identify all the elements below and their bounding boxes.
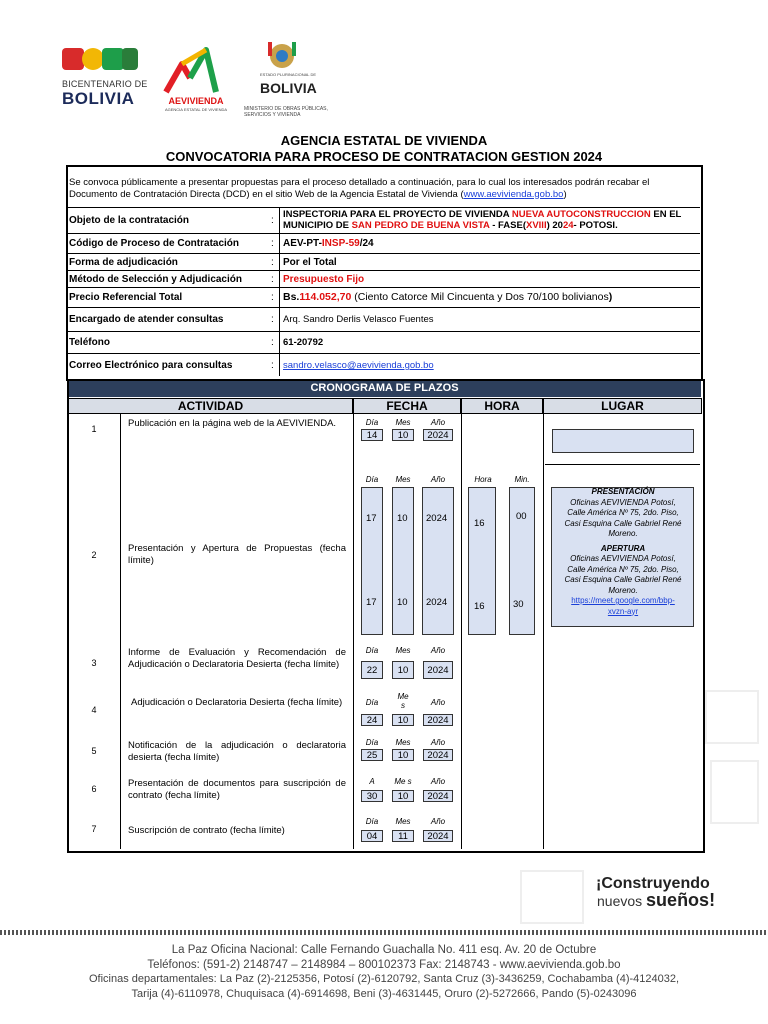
intro-text: Se convoca públicamente a presentar propuestas para el proceso detallado a continuación, para lo cual los interesados podrán recabar el Documento de Contratación Directa (DCD) en el sitio Web de la Agencia Estatal de Vivienda (www.aevivienda.gob.bo) [69,177,650,200]
codigo-label: Código de Proceso de Contratación [69,238,240,249]
pres-minute: 00 [516,511,527,522]
metodo-label: Método de Selección y Adjudicación [69,274,242,285]
decor-pattern [705,690,759,744]
month-column-box [392,487,414,635]
logo-square-green [102,48,124,70]
metodo-row [67,271,700,288]
encargado-label: Encargado de atender consultas [69,314,224,325]
date-month: 10 [392,429,414,441]
activity-text: Publicación en la página web de la AEVIVIENDA. [128,418,337,429]
label-dia: Día [365,646,379,655]
col-line [543,414,544,849]
aev-mark-icon [160,44,232,96]
label-hora: Hora [474,475,492,484]
footer-line2: Teléfonos: (591-2) 2148747 – 2148984 – 800102373 Fax: 2148743 - www.aevivienda.gob.bo [147,959,621,971]
date-day: 22 [361,661,383,679]
slogan-line2: nuevos sueños! [597,890,716,910]
telefono-label: Teléfono [69,337,110,348]
agency-title: AGENCIA ESTATAL DE VIVIENDA [280,133,488,148]
colon: : [271,238,274,249]
colon: : [271,274,274,285]
bicentenario-text: BICENTENARIO DE [62,79,148,89]
presentacion-title: PRESENTACIÓN [591,487,655,496]
date-day: 25 [361,749,383,761]
apertura-title: APERTURA [600,543,646,553]
objeto-label: Objeto de la contratación [69,215,190,226]
apert-minute: 30 [513,599,524,610]
precio-value: Bs.114.052,70 (Ciento Catorce Mil Cincuenta y Dos 70/100 bolivianos) [283,291,613,303]
col-line [353,414,354,849]
label-mes: Me s [394,777,412,786]
date-day: 04 [361,830,383,842]
apert-month: 10 [397,597,408,608]
correo-row [67,354,700,376]
cronograma-title: CRONOGRAMA DE PLAZOS [68,379,701,397]
col-lugar: LUGAR [543,398,702,414]
date-year: 2024 [423,661,453,679]
aevivienda-logo [160,44,232,119]
telefono-value: 61-20792 [283,337,324,348]
colon: : [271,292,274,303]
label-mes: Mes [395,418,411,427]
col-line [120,414,121,849]
ministerio-logo [242,36,342,122]
label-dia: Día [365,698,379,707]
colon: : [271,314,274,325]
date-year: 2024 [423,714,453,726]
row-number: 5 [91,746,97,756]
date-month: 11 [392,830,414,842]
minute-column-box [509,487,535,635]
lugar-info: PRESENTACIÓN Oficinas AEVIVIENDA Potosí, Calle América Nº 75, 2do. Piso, Casi Esquina Calle Gabriel René Moreno. APERTURA Oficinas AEVIVIENDA Potosí, Calle América Nº 75, 2do. Piso, Casi Esquina Calle Gabriel René Moreno. https://meet.google.com/bbp- xvzn-ayr [564,487,682,616]
apert-day: 17 [366,597,377,608]
ministerio-state-text: ESTADO PLURINACIONAL DE [260,72,317,77]
row-number: 4 [91,705,97,715]
col-fecha: FECHA [353,398,461,414]
label-dia: Día [365,817,379,826]
intro-row [67,167,700,208]
forma-value: Por el Total [283,257,337,268]
slogan-line1: ¡Construyendo [596,875,710,892]
date-day: 24 [361,714,383,726]
col-line [461,414,462,849]
aev-subtitle: AGENCIA ESTATAL DE VIVIENDA [164,107,228,112]
footer-stripe [0,930,768,935]
pres-year: 2024 [426,513,448,524]
col-actividad: ACTIVIDAD [68,398,353,414]
label-mes: Me s [397,692,409,710]
codigo-value: AEV-PT-INSP-59/24 [283,238,374,249]
label-ano: Año [430,738,446,747]
precio-row [67,288,700,308]
colon: : [271,257,274,268]
date-month: 10 [392,749,414,761]
metodo-value: Presupuesto Fijo [283,274,365,285]
info-divider [279,208,280,376]
logo-square-red [62,48,84,70]
aev-name: AEVIVIENDA [168,96,224,106]
label-ano: Año [430,418,446,427]
ministerio-name: MINISTERIO DE OBRAS PÚBLICAS, SERVICIOS Y VIVIENDA [244,106,328,118]
row-number: 6 [91,784,97,794]
convocatoria-title: CONVOCATORIA PARA PROCESO DE CONTRATACION GESTION 2024 [165,149,603,164]
label-mes: Mes [395,817,411,826]
lugar-empty-box [552,429,694,453]
encargado-value: Arq. Sandro Derlis Velasco Fuentes [283,314,434,325]
label-mes: Mes [395,646,411,655]
date-year: 2024 [423,790,453,802]
label-mes: Mes [395,738,411,747]
footer-line3: Oficinas departamentales: La Paz (2)-2125356, Potosí (2)-6120792, Santa Cruz (3)-3436259, Cochabamba (4)-4124032, [88,973,680,985]
row-number: 3 [91,658,97,668]
pres-hour: 16 [474,518,485,529]
objeto-value: INSPECTORIA PARA EL PROYECTO DE VIVIENDA NUEVA AUTOCONSTRUCCION EN EL MUNICIPIO DE SAN PEDRO DE BUENA VISTA - FASE(XVIII) 2024- POTOSI. [283,209,682,231]
row-number: 7 [91,824,97,834]
activity-text: Suscripción de contrato (fecha límite) [128,825,285,836]
pres-month: 10 [397,513,408,524]
date-month: 10 [392,661,414,679]
codigo-row [67,234,700,254]
forma-label: Forma de adjudicación [69,257,178,268]
encargado-row [67,308,700,332]
label-dia: A [369,777,375,786]
decor-pattern [710,760,759,824]
telefono-row [67,332,700,354]
colon: : [271,215,274,226]
ministerio-bolivia-text: BOLIVIA [260,80,317,96]
activity-text: Presentación de documentos para suscripción de contrato (fecha límite) [128,778,346,801]
date-year: 2024 [423,830,453,842]
label-ano: Año [430,475,446,484]
hour-column-box [468,487,496,635]
date-month: 10 [392,714,414,726]
intro-website-link[interactable]: www.aevivienda.gob.bo [463,188,564,200]
label-ano: Año [430,777,446,786]
meet-link[interactable]: https://meet.google.com/bbp- xvzn-ayr [571,596,675,616]
date-year: 2024 [423,429,453,441]
label-dia: Día [365,738,379,747]
day-column-box [361,487,383,635]
label-mes: Mes [395,475,411,484]
col-hora: HORA [461,398,543,414]
activity-text: Notificación de la adjudicación o declaratoria desierta (fecha límite) [128,740,346,763]
coat-of-arms-icon [262,38,302,72]
row-number: 1 [91,424,97,434]
logo-square-darkgreen [122,48,138,70]
activity-text: Informe de Evaluación y Recomendación de Adjudicación o Declaratoria Desierta (fecha límite) [128,647,346,670]
row-divider [545,464,700,465]
footer-line1: La Paz Oficina Nacional: Calle Fernando Guachalla No. 411 esq. Av. 20 de Octubre [171,944,597,956]
label-dia: Día [365,475,379,484]
label-min: Min. [514,475,530,484]
date-month: 10 [392,790,414,802]
decor-pattern [520,870,584,924]
precio-label: Precio Referencial Total [69,292,183,303]
bolivia-text: BOLIVIA [62,89,135,108]
forma-row [67,254,700,271]
activity-text: Presentación y Apertura de Propuestas (fecha límite) [128,543,346,566]
activity-text: Adjudicación o Declaratoria Desierta (fecha límite) [131,697,343,708]
label-ano: Año [430,698,446,707]
objeto-row [67,208,700,234]
bicentenario-logo [62,48,148,110]
label-dia: Día [365,418,379,427]
footer-line4: Tarija (4)-6110978, Chuquisaca (4)-6914698, Beni (3)-4631445, Oruro (2)-5272666, Pando (5)-0243096 [131,988,637,1000]
pres-day: 17 [366,513,377,524]
logo-square-yellow [82,48,104,70]
year-column-box [422,487,454,635]
label-ano: Año [430,817,446,826]
apert-hour: 16 [474,601,485,612]
colon: : [271,337,274,348]
date-year: 2024 [423,749,453,761]
date-day: 30 [361,790,383,802]
row-number: 2 [91,550,97,560]
correo-link[interactable]: sandro.velasco@aevivienda.gob.bo [283,360,434,371]
date-day: 14 [361,429,383,441]
label-ano: Año [430,646,446,655]
correo-label: Correo Electrónico para consultas [69,360,233,371]
colon: : [271,360,274,371]
apert-year: 2024 [426,597,448,608]
